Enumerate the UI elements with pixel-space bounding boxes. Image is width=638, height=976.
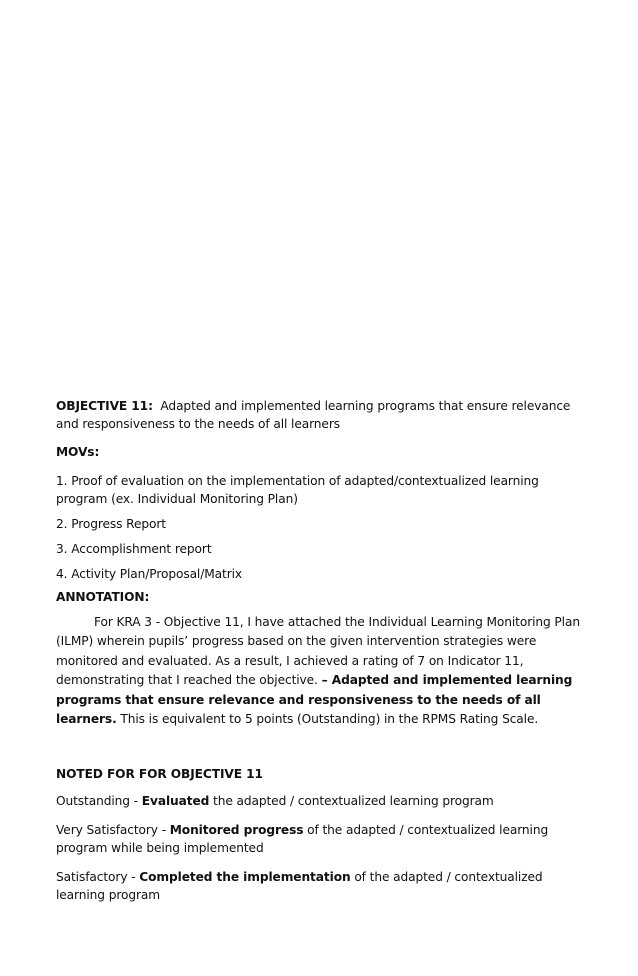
noted-heading: NOTED FOR FOR OBJECTIVE 11 — [56, 767, 263, 782]
mov-item-4: 4. Activity Plan/Proposal/Matrix — [56, 567, 242, 581]
mov-item-2: 2. Progress Report — [56, 517, 166, 531]
noted-item-outstanding — [56, 792, 584, 810]
noted-level: Satisfactory - — [56, 870, 140, 885]
noted-bold: Monitored progress — [169, 823, 304, 838]
noted-bold: Completed the implementation — [139, 870, 351, 885]
noted-bold: Evaluated — [141, 794, 210, 809]
noted-item-very-satisfactory — [56, 821, 584, 857]
noted-level: Very Satisfactory - — [56, 823, 170, 838]
noted-rest: of the adapted / contextualized learning program while being implemented — [56, 823, 549, 856]
movs-heading: MOVs: — [56, 445, 100, 459]
document-body — [56, 397, 584, 904]
noted-rest: the adapted / contextualized learning program — [209, 794, 494, 809]
annotation-text-2: This is equivalent to 5 points (Outstanding) in the RPMS Rating Scale. — [116, 712, 539, 727]
annotation-bold-text: – Adapted and implemented learning programs that ensure relevance and responsiveness to the needs of all learners. — [56, 673, 573, 727]
noted-item-satisfactory — [56, 868, 584, 904]
objective-label: OBJECTIVE 11: — [56, 399, 153, 413]
mov-item-1: 1. Proof of evaluation on the implementation of adapted/contextualized learning program (ex. Individual Monitoring Plan) — [56, 474, 539, 506]
objective-paragraph — [56, 397, 584, 433]
annotation-text-1: For KRA 3 - Objective 11, I have attached the Individual Learning Monitoring Plan (ILMP) wherein pupils’ progress based on the given intervention strategies were monitored and evaluated. As a result, I achieved a rating of 7 on Indicator 11, demonstrating that I reached the objective. — [56, 615, 580, 688]
noted-rest: of the adapted / contextualized learning program — [56, 870, 543, 903]
objective-text: Adapted and implemented learning programs that ensure relevance and responsiveness to the needs of all learners — [56, 399, 571, 431]
annotation-paragraph — [56, 613, 584, 729]
noted-level: Outstanding - — [56, 794, 142, 809]
annotation-heading: ANNOTATION: — [56, 590, 150, 604]
mov-item-3: 3. Accomplishment report — [56, 542, 212, 556]
